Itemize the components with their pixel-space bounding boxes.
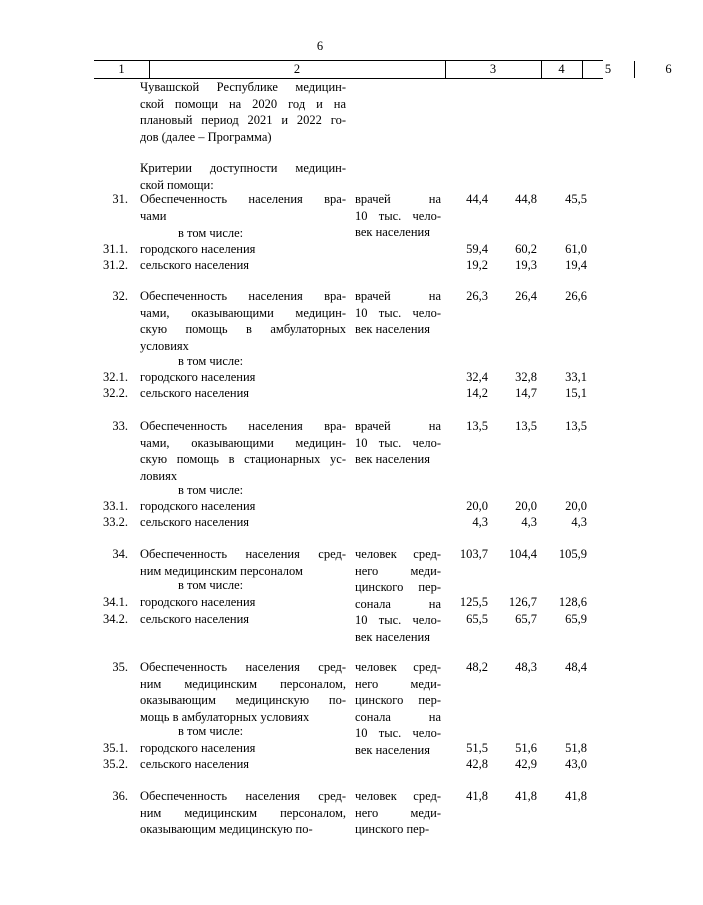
text-line: век населения <box>355 225 430 240</box>
unit-of-measure <box>355 191 441 241</box>
intro-text <box>140 79 346 145</box>
text-line: цинского пер- <box>355 580 441 595</box>
value-2020: 59,4 <box>466 242 488 256</box>
criteria-heading <box>140 160 346 193</box>
text-line: сельского населения <box>140 757 250 771</box>
text-line: него меди- <box>355 676 441 691</box>
text-line: в том числе: <box>178 483 244 497</box>
text-line: человек сред- <box>355 789 441 803</box>
row-number: 34.1. <box>103 595 128 609</box>
text-line: 10 тыс. чело- <box>355 435 441 450</box>
value-2021: 26,4 <box>515 289 537 303</box>
text-line: 10 тыс. чело- <box>355 726 441 741</box>
value-2021: 51,6 <box>515 741 537 755</box>
value-2021: 14,7 <box>515 386 537 400</box>
text-line: в том числе: <box>178 724 244 738</box>
unit-of-measure <box>355 546 441 646</box>
value-2022: 48,4 <box>565 660 587 674</box>
text-line: Чувашской Республике медицин- <box>140 80 346 94</box>
value-2022: 41,8 <box>565 789 587 803</box>
value-2020: 13,5 <box>466 419 488 433</box>
value-2020: 41,8 <box>466 789 488 803</box>
header-col-5: 5 <box>604 62 612 76</box>
page-number: 6 <box>316 39 324 53</box>
text-line: условиях <box>140 338 189 353</box>
indicator-name <box>140 482 346 499</box>
text-line: сельского населения <box>140 515 250 529</box>
value-2022: 13,5 <box>565 419 587 433</box>
header-col-2: 2 <box>293 62 301 76</box>
indicator-name <box>140 611 346 628</box>
indicator-name <box>140 418 346 484</box>
indicator-name <box>140 353 346 370</box>
unit-of-measure <box>355 418 441 468</box>
row-number: 35. <box>112 660 128 674</box>
value-2021: 19,3 <box>515 258 537 272</box>
value-2021: 20,0 <box>515 499 537 513</box>
text-line: скую помощь в стационарных ус- <box>140 452 346 467</box>
text-line: сельского населения <box>140 386 250 400</box>
text-line: чами, оказывающими медицин- <box>140 305 346 320</box>
text-line: него меди- <box>355 805 441 820</box>
text-line: ним медицинским персоналом <box>140 563 303 578</box>
value-2020: 4,3 <box>472 515 488 529</box>
indicator-name <box>140 659 346 725</box>
text-line: цинского пер- <box>355 822 430 837</box>
value-2020: 20,0 <box>466 499 488 513</box>
text-line: 10 тыс. чело- <box>355 208 441 223</box>
text-line: оказывающим медицинскую по- <box>140 693 346 708</box>
text-line: Обеспеченность населения сред- <box>140 547 346 561</box>
text-line: сонала на <box>355 709 441 724</box>
value-2022: 43,0 <box>565 757 587 771</box>
value-2021: 41,8 <box>515 789 537 803</box>
header-col-3: 3 <box>489 62 497 76</box>
value-2021: 44,8 <box>515 192 537 206</box>
value-2020: 26,3 <box>466 289 488 303</box>
unit-of-measure <box>355 659 441 759</box>
indicator-name <box>140 756 346 773</box>
value-2022: 45,5 <box>565 192 587 206</box>
text-line: сонала на <box>355 596 441 611</box>
value-2021: 104,4 <box>508 547 537 561</box>
text-line: век населения <box>355 629 430 644</box>
text-line: врачей на <box>355 419 441 433</box>
text-line: ской помощи: <box>140 177 214 192</box>
value-2020: 48,2 <box>466 660 488 674</box>
value-2020: 103,7 <box>459 547 488 561</box>
value-2022: 20,0 <box>565 499 587 513</box>
value-2020: 42,8 <box>466 757 488 771</box>
row-number: 35.2. <box>103 757 128 771</box>
header-col-6: 6 <box>665 62 672 76</box>
value-2020: 65,5 <box>466 612 488 626</box>
value-2020: 51,5 <box>466 741 488 755</box>
row-number: 31.1. <box>103 242 128 256</box>
text-line: Критерии доступности медицин- <box>140 161 346 175</box>
text-line: Обеспеченность населения вра- <box>140 419 346 433</box>
value-2021: 48,3 <box>515 660 537 674</box>
text-line: ской помощи на 2020 год и на <box>140 96 346 111</box>
value-2022: 26,6 <box>565 289 587 303</box>
text-line: в том числе: <box>178 354 244 368</box>
value-2022: 51,8 <box>565 741 587 755</box>
value-2020: 44,4 <box>466 192 488 206</box>
text-line: оказывающим медицинскую по- <box>140 822 313 837</box>
indicator-name <box>140 740 346 757</box>
text-line: 10 тыс. чело- <box>355 613 441 628</box>
text-line: в том числе: <box>178 226 244 240</box>
text-line: плановый период 2021 и 2022 го- <box>140 113 346 128</box>
indicator-name <box>140 514 346 531</box>
indicator-name <box>140 577 346 594</box>
value-2022: 33,1 <box>565 370 587 384</box>
text-line: врачей на <box>355 192 441 206</box>
value-2020: 125,5 <box>459 595 488 609</box>
row-number: 32. <box>112 289 128 303</box>
text-line: сельского населения <box>140 612 250 626</box>
row-number: 33. <box>112 419 128 433</box>
value-2021: 126,7 <box>508 595 537 609</box>
text-line: городского населения <box>140 595 256 609</box>
table-header <box>94 60 672 79</box>
row-number: 34.2. <box>103 612 128 626</box>
text-line: 10 тыс. чело- <box>355 305 441 320</box>
indicator-name <box>140 191 346 224</box>
indicator-name <box>140 288 346 354</box>
indicator-name <box>140 369 346 386</box>
header-col-4: 4 <box>558 62 565 76</box>
text-line: городского населения <box>140 370 256 384</box>
text-line: городского населения <box>140 242 256 256</box>
value-2022: 65,9 <box>565 612 587 626</box>
text-line: дов (далее – Программа) <box>140 129 272 144</box>
text-line: скую помощь в амбулаторных <box>140 322 346 337</box>
value-2021: 42,9 <box>515 757 537 771</box>
row-number: 32.1. <box>103 370 128 384</box>
text-line: него меди- <box>355 563 441 578</box>
unit-of-measure <box>355 788 441 838</box>
text-line: Обеспеченность населения вра- <box>140 192 346 206</box>
text-line: ним медицинским персоналом, <box>140 676 346 691</box>
row-number: 33.2. <box>103 515 128 529</box>
indicator-name <box>140 546 346 579</box>
value-2022: 15,1 <box>565 386 587 400</box>
value-2022: 105,9 <box>558 547 587 561</box>
indicator-name <box>140 594 346 611</box>
row-number: 34. <box>112 547 128 561</box>
text-line: ним медицинским персоналом, <box>140 805 346 820</box>
text-line: век населения <box>355 452 430 467</box>
value-2021: 32,8 <box>515 370 537 384</box>
text-line: человек сред- <box>355 547 441 561</box>
value-2022: 4,3 <box>571 515 587 529</box>
row-number: 35.1. <box>103 741 128 755</box>
indicator-name <box>140 225 346 242</box>
text-line: врачей на <box>355 289 441 303</box>
row-number: 33.1. <box>103 499 128 513</box>
indicator-name <box>140 385 346 402</box>
text-line: ловиях <box>140 468 178 483</box>
text-line: век населения <box>355 322 430 337</box>
text-line: сельского населения <box>140 258 250 272</box>
text-line: человек сред- <box>355 660 441 674</box>
value-2021: 60,2 <box>515 242 537 256</box>
value-2022: 61,0 <box>565 242 587 256</box>
value-2020: 19,2 <box>466 258 488 272</box>
row-number: 32.2. <box>103 386 128 400</box>
indicator-name <box>140 788 346 838</box>
unit-of-measure <box>355 288 441 338</box>
indicator-name <box>140 241 346 258</box>
row-number: 36. <box>112 789 128 803</box>
value-2021: 13,5 <box>515 419 537 433</box>
row-number: 31. <box>112 192 128 206</box>
text-line: Обеспеченность населения сред- <box>140 660 346 674</box>
value-2021: 65,7 <box>515 612 537 626</box>
value-2022: 19,4 <box>565 258 587 272</box>
text-line: Обеспеченность населения сред- <box>140 789 346 803</box>
text-line: Обеспеченность населения вра- <box>140 289 346 303</box>
indicator-name <box>140 498 346 515</box>
row-number: 31.2. <box>103 258 128 272</box>
value-2022: 128,6 <box>558 595 587 609</box>
text-line: чами, оказывающими медицин- <box>140 435 346 450</box>
text-line: городского населения <box>140 499 256 513</box>
text-line: век населения <box>355 742 430 757</box>
text-line: мощь в амбулаторных условиях <box>140 709 310 724</box>
value-2021: 4,3 <box>521 515 537 529</box>
text-line: чами <box>140 208 167 223</box>
indicator-name <box>140 257 346 274</box>
text-line: цинского пер- <box>355 693 441 708</box>
header-col-1: 1 <box>118 62 125 76</box>
value-2020: 32,4 <box>466 370 488 384</box>
text-line: в том числе: <box>178 578 244 592</box>
text-line: городского населения <box>140 741 256 755</box>
indicator-name <box>140 723 346 740</box>
value-2020: 14,2 <box>466 386 488 400</box>
